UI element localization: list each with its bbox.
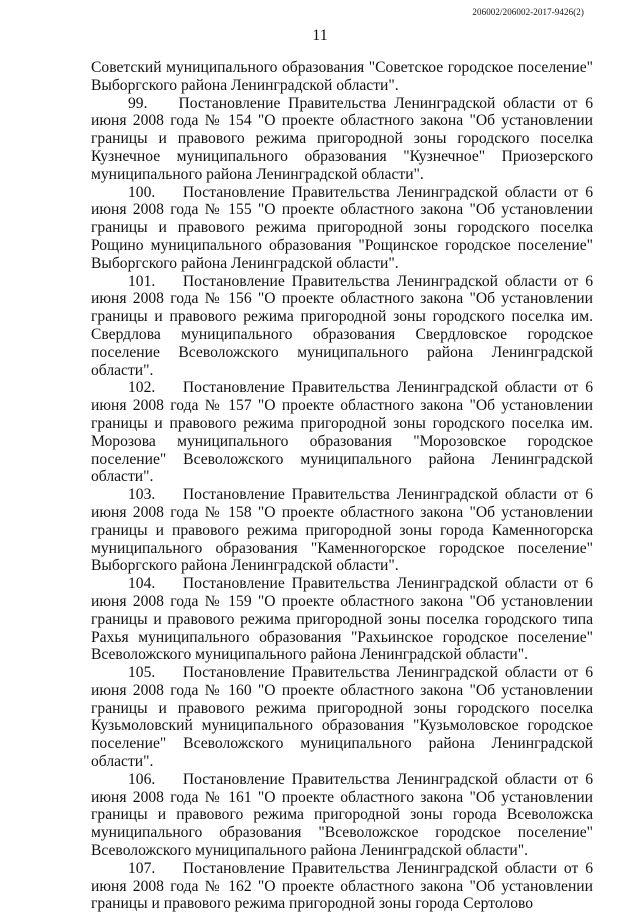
- paragraph-item-102: 102. Постановление Правительства Ленинградской области от 6 июня 2008 года № 157 "О проекте областного закона "Об установлении границы и правового режима пригородной зоны городского поселка им. Морозова муниципального образования "Морозовское городское поселение" Всеволожского муниципального района Ленинградской области".: [91, 379, 593, 486]
- document-body: [91, 59, 593, 913]
- paragraph-item-101: 101. Постановление Правительства Ленинградской области от 6 июня 2008 года № 156 "О проекте областного закона "Об установлении границы и правового режима пригородной зоны городского поселка им. Свердлова муниципального образования Свердловское городское поселение Всеволожского муниципального района Ленинградской области".: [91, 272, 593, 379]
- paragraph-item-104: 104. Постановление Правительства Ленинградской области от 6 июня 2008 года № 159 "О проекте областного закона "Об установлении границы и правового режима пригородной зоны поселка городского типа Рахья муниципального образования "Рахьинское городское поселение" Всеволожского муниципального района Ленинградской области".: [91, 575, 593, 664]
- paragraph-continuation: Советский муниципального образования "Советское городское поселение" Выборгского района Ленинградской области".: [91, 59, 593, 94]
- document-code: 206002/206002-2017-9426(2): [472, 7, 584, 17]
- page-number: 11: [312, 27, 328, 44]
- paragraph-item-99: 99. Постановление Правительства Ленинградской области от 6 июня 2008 года № 154 "О проекте областного закона "Об установлении границы и правового режима пригородной зоны городского поселка Кузнечное муниципального образования "Кузнечное" Приозерского муниципального района Ленинградской области".: [91, 94, 593, 183]
- paragraph-item-107: 107. Постановление Правительства Ленинградской области от 6 июня 2008 года № 162 "О проекте областного закона "Об установлении границы и правового режима пригородной зоны города Сертолово: [91, 859, 593, 913]
- paragraph-item-105: 105. Постановление Правительства Ленинградской области от 6 июня 2008 года № 160 "О проекте областного закона "Об установлении границы и правового режима пригородной зоны городского поселка Кузьмоловский муниципального образования "Кузьмоловское городское поселение" Всеволожского муниципального района Ленинградской области".: [91, 664, 593, 771]
- paragraph-item-100: 100. Постановление Правительства Ленинградской области от 6 июня 2008 года № 155 "О проекте областного закона "Об установлении границы и правового режима пригородной зоны городского поселка Рощино муниципального образования "Рощинское городское поселение" Выборгского района Ленинградской области".: [91, 183, 593, 272]
- paragraph-item-103: 103. Постановление Правительства Ленинградской области от 6 июня 2008 года № 158 "О проекте областного закона "Об установлении границы и правового режима пригородной зоны города Каменногорска муниципального образования "Каменногорское городское поселение" Выборгского района Ленинградской области".: [91, 486, 593, 575]
- paragraph-item-106: 106. Постановление Правительства Ленинградской области от 6 июня 2008 года № 161 "О проекте областного закона "Об установлении границы и правового режима пригородной зоны города Всеволожска муниципального образования "Всеволожское городское поселение" Всеволожского муниципального района Ленинградской области".: [91, 770, 593, 860]
